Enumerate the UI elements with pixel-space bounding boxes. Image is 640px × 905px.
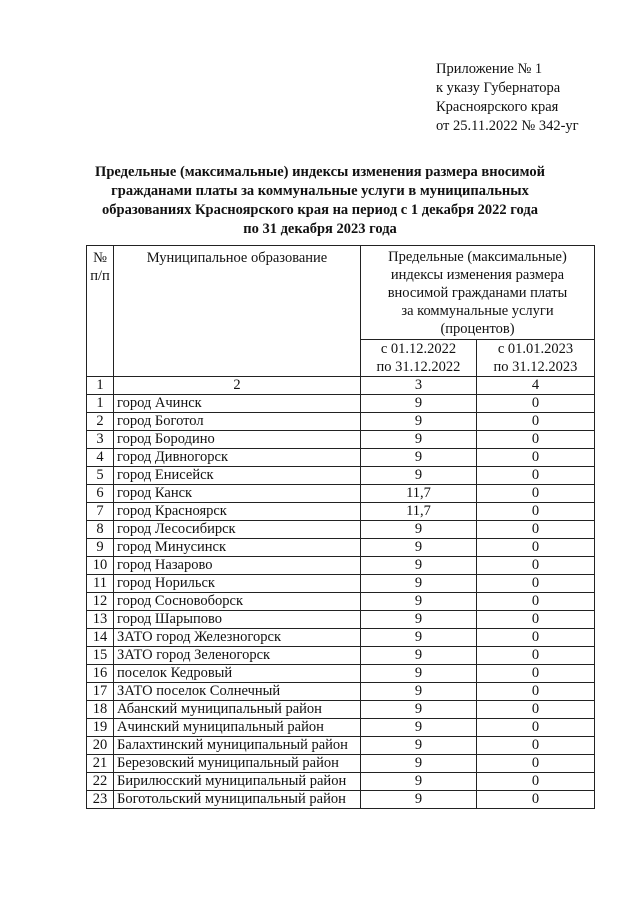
table-row [87,557,595,575]
appendix-line: от 25.11.2022 № 342-уг [436,118,579,134]
index-2022: 11,7 [361,503,477,521]
index-2023: 0 [477,593,595,611]
table-row [87,611,595,629]
index-2022: 9 [361,395,477,413]
index-2022: 9 [361,593,477,611]
row-number: 7 [87,503,114,521]
row-number: 11 [87,575,114,593]
municipality-name: город Назарово [114,557,361,575]
header-number: № п/п [87,246,114,377]
municipality-name: Балахтинский муниципальный район [114,737,361,755]
table-row [87,593,595,611]
index-2023: 0 [477,665,595,683]
row-number: 3 [87,431,114,449]
municipality-name: город Канск [114,485,361,503]
appendix-block [436,60,579,136]
appendix-line: Красноярского края [436,99,559,115]
index-2022: 9 [361,665,477,683]
index-2022: 9 [361,683,477,701]
index-2023: 0 [477,395,595,413]
table-row [87,539,595,557]
index-2022: 9 [361,755,477,773]
table-row [87,647,595,665]
row-number: 14 [87,629,114,647]
document-title [70,163,570,239]
index-2022: 11,7 [361,485,477,503]
index-2022: 9 [361,773,477,791]
header-period-2022: с 01.12.2022 по 31.12.2022 [361,340,477,377]
table-row [87,503,595,521]
municipality-name: ЗАТО город Железногорск [114,629,361,647]
index-2023: 0 [477,791,595,809]
index-2022: 9 [361,791,477,809]
column-index: 2 [114,377,361,395]
table-row [87,431,595,449]
municipality-name: город Шарыпово [114,611,361,629]
index-2022: 9 [361,611,477,629]
table-row [87,467,595,485]
row-number: 15 [87,647,114,665]
header-period-2023: с 01.01.2023 по 31.12.2023 [477,340,595,377]
index-2023: 0 [477,647,595,665]
index-2023: 0 [477,629,595,647]
index-2022: 9 [361,647,477,665]
row-number: 13 [87,611,114,629]
municipality-name: город Лесосибирск [114,521,361,539]
index-2022: 9 [361,539,477,557]
municipality-name: город Боготол [114,413,361,431]
index-2023: 0 [477,755,595,773]
index-2023: 0 [477,611,595,629]
index-2023: 0 [477,719,595,737]
table-row [87,575,595,593]
municipality-name: ЗАТО поселок Солнечный [114,683,361,701]
index-2022: 9 [361,701,477,719]
municipality-name: Ачинский муниципальный район [114,719,361,737]
municipality-name: Бирилюсский муниципальный район [114,773,361,791]
row-number: 6 [87,485,114,503]
municipality-name: город Сосновоборск [114,593,361,611]
row-number: 17 [87,683,114,701]
index-2022: 9 [361,737,477,755]
municipality-name: Боготольский муниципальный район [114,791,361,809]
table-row [87,665,595,683]
row-number: 18 [87,701,114,719]
index-2023: 0 [477,431,595,449]
municipality-name: город Минусинск [114,539,361,557]
index-2023: 0 [477,557,595,575]
table-row [87,413,595,431]
index-2023: 0 [477,737,595,755]
municipality-name: ЗАТО город Зеленогорск [114,647,361,665]
column-index: 1 [87,377,114,395]
appendix-line: к указу Губернатора [436,80,561,96]
row-number: 12 [87,593,114,611]
municipality-name: город Ачинск [114,395,361,413]
title-line: гражданами платы за коммунальные услуги в муниципальных [111,183,529,199]
municipality-name: город Дивногорск [114,449,361,467]
index-2022: 9 [361,575,477,593]
municipality-name: город Красноярск [114,503,361,521]
index-2023: 0 [477,539,595,557]
row-number: 21 [87,755,114,773]
table-row [87,773,595,791]
row-number: 16 [87,665,114,683]
row-number: 22 [87,773,114,791]
municipality-name: Абанский муниципальный район [114,701,361,719]
table-row [87,719,595,737]
row-number: 8 [87,521,114,539]
table-row [87,701,595,719]
title-line: по 31 декабря 2023 года [243,221,397,237]
index-2023: 0 [477,503,595,521]
index-2023: 0 [477,485,595,503]
index-2022: 9 [361,413,477,431]
index-2023: 0 [477,467,595,485]
header-municipality: Муниципальное образование [114,246,361,377]
row-number: 1 [87,395,114,413]
row-number: 20 [87,737,114,755]
municipality-name: город Енисейск [114,467,361,485]
index-2023: 0 [477,521,595,539]
table-row [87,683,595,701]
row-number: 19 [87,719,114,737]
index-2022: 9 [361,431,477,449]
title-line: образованиях Красноярского края на период с 1 декабря 2022 года [102,202,538,218]
municipality-name: Березовский муниципальный район [114,755,361,773]
index-2023: 0 [477,773,595,791]
index-2023: 0 [477,449,595,467]
table-row [87,395,595,413]
table-row [87,449,595,467]
row-number: 5 [87,467,114,485]
index-2023: 0 [477,701,595,719]
index-2022: 9 [361,521,477,539]
table-row [87,485,595,503]
table-row [87,521,595,539]
row-number: 10 [87,557,114,575]
row-number: 23 [87,791,114,809]
index-2022: 9 [361,719,477,737]
table-row [87,737,595,755]
index-2023: 0 [477,575,595,593]
index-2022: 9 [361,449,477,467]
municipality-name: город Бородино [114,431,361,449]
table-row [87,629,595,647]
title-line: Предельные (максимальные) индексы изменения размера вносимой [95,164,545,180]
header-indices: Предельные (максимальные) индексы изменения размера вносимой гражданами платы за коммунальные услуги (процентов) [361,246,595,340]
appendix-line: Приложение № 1 [436,61,543,77]
row-number: 2 [87,413,114,431]
table-row [87,791,595,809]
index-2022: 9 [361,557,477,575]
column-index-row [87,377,595,395]
municipality-name: город Норильск [114,575,361,593]
index-2022: 9 [361,629,477,647]
indices-table [86,245,595,809]
column-index: 3 [361,377,477,395]
index-2022: 9 [361,467,477,485]
column-index: 4 [477,377,595,395]
index-2023: 0 [477,683,595,701]
municipality-name: поселок Кедровый [114,665,361,683]
table-row [87,755,595,773]
row-number: 9 [87,539,114,557]
row-number: 4 [87,449,114,467]
index-2023: 0 [477,413,595,431]
